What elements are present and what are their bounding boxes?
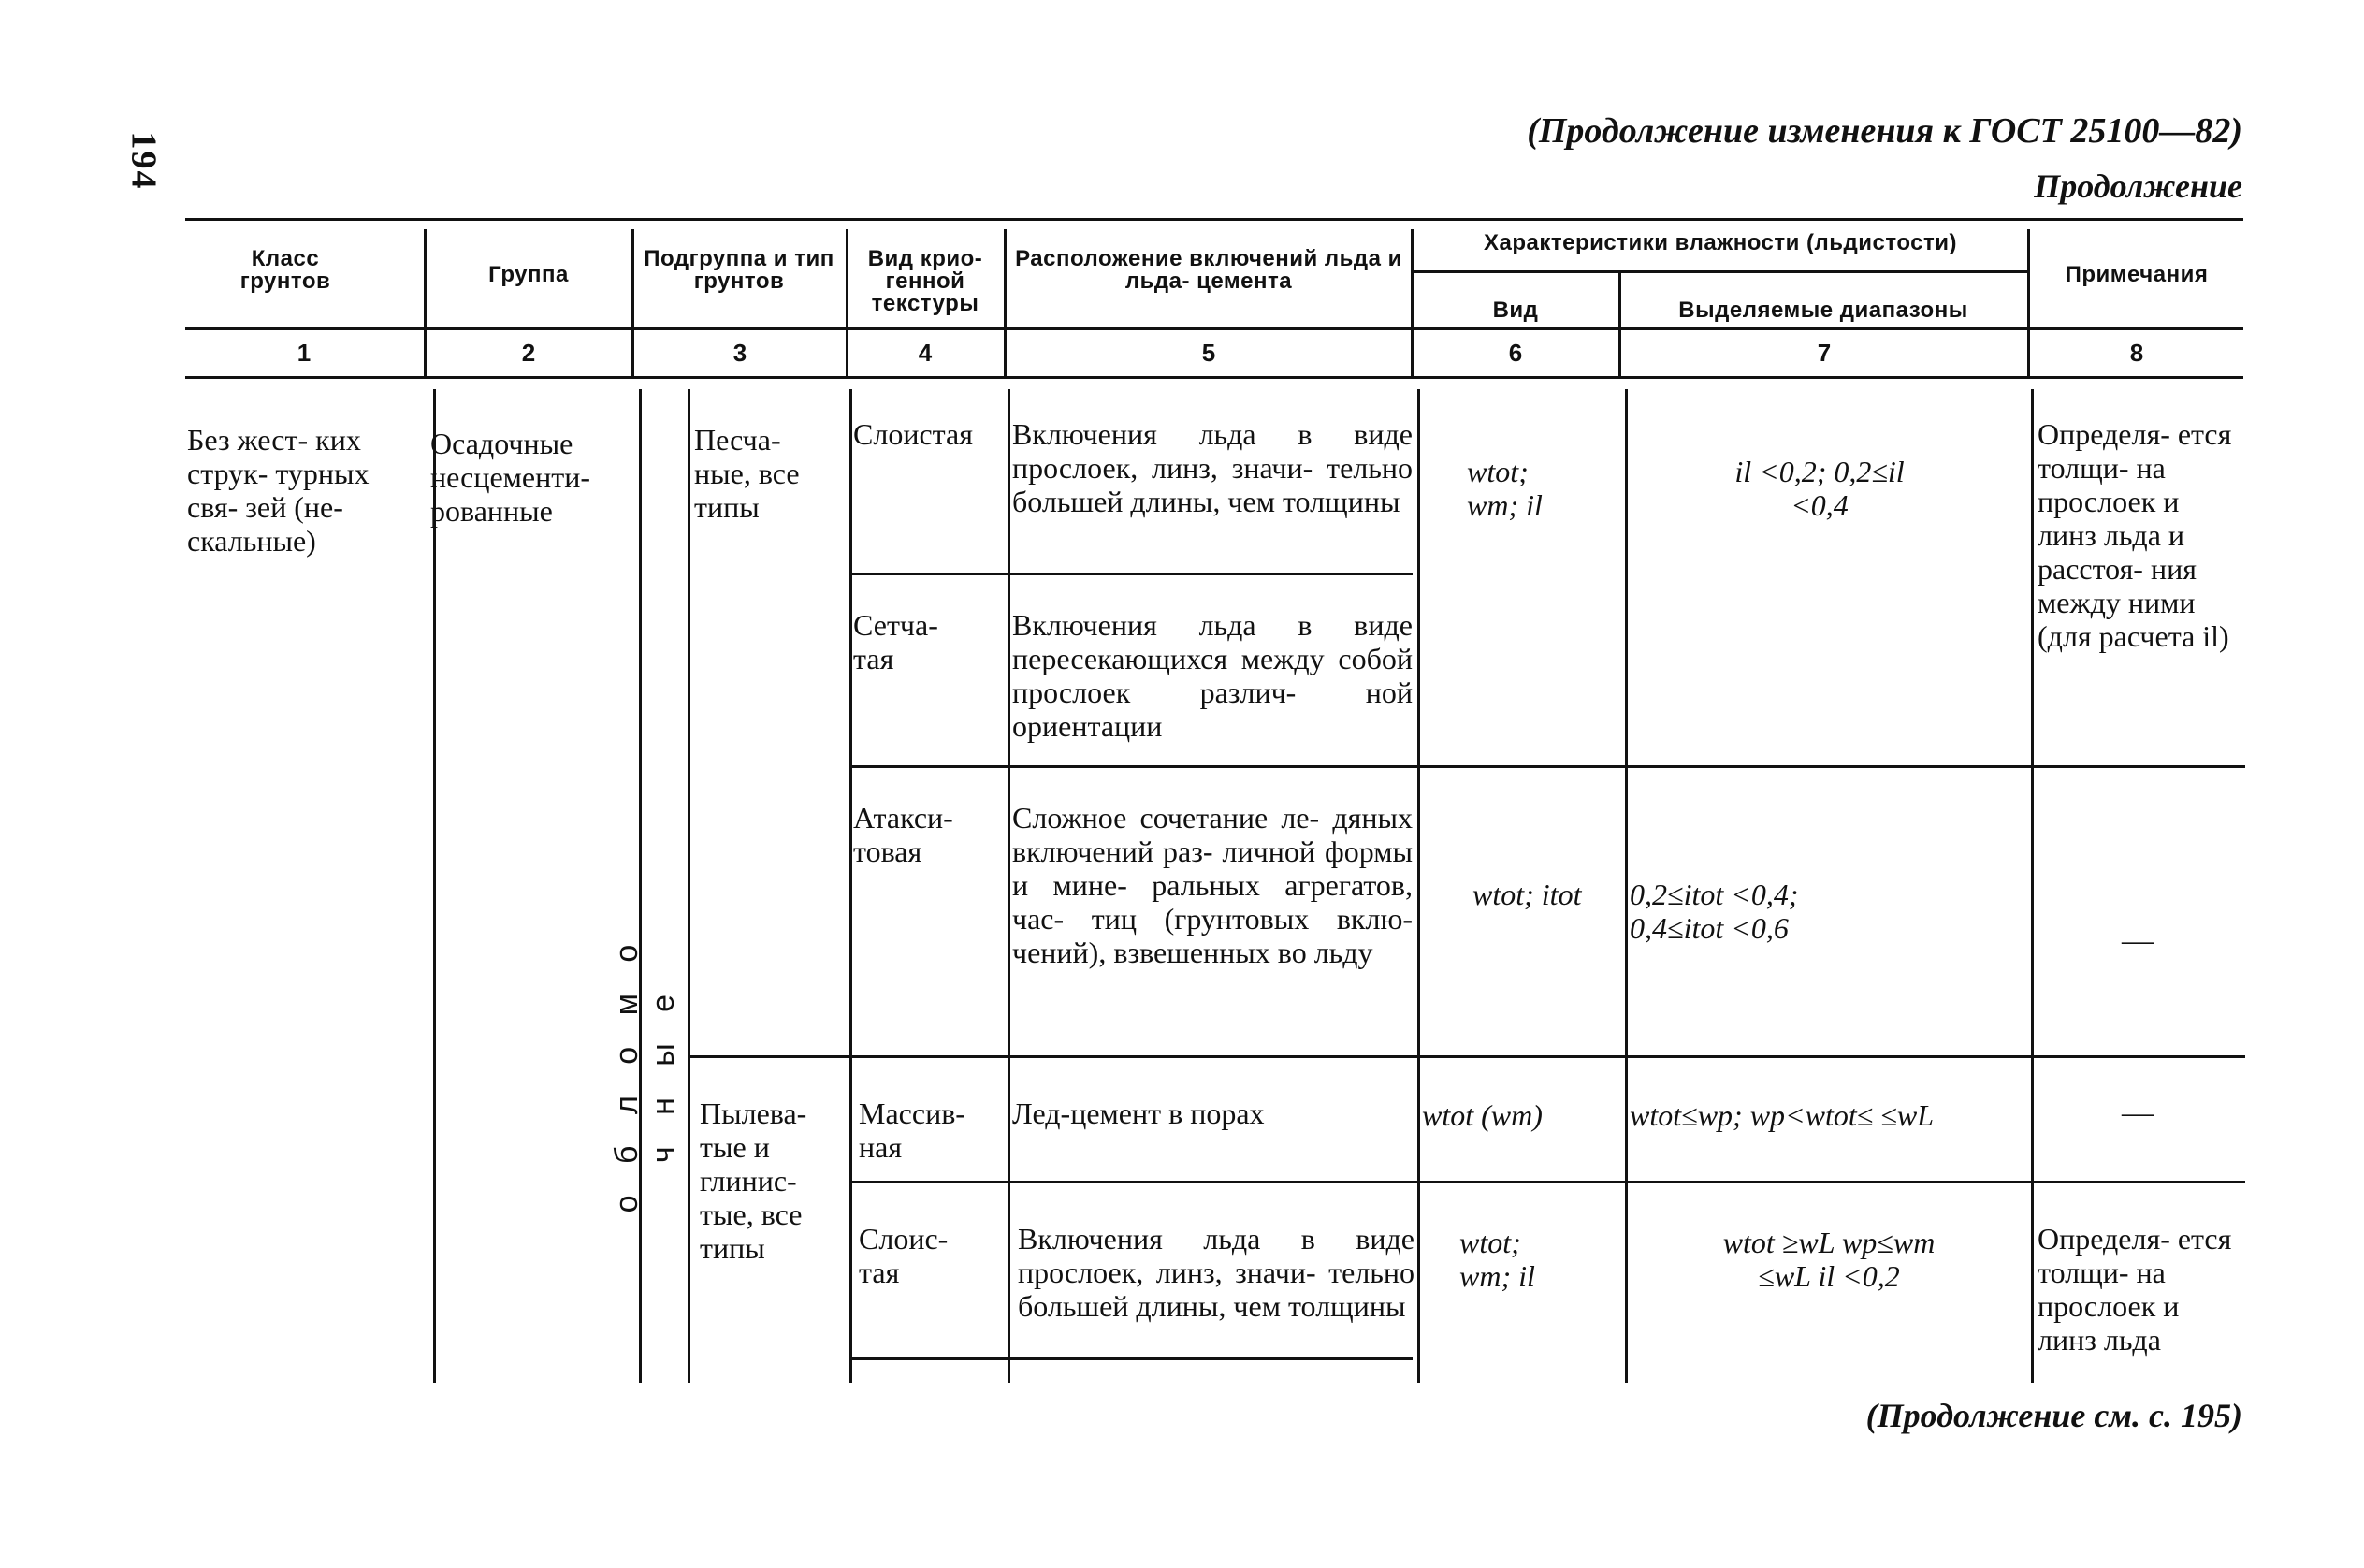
- arrangement-cell: Включения льда в виде прослоек, линз, значи- тельно большей длины, чем толщины: [1018, 1222, 1414, 1323]
- header-moisture: Характеристики влажности (льдистости): [1483, 230, 1958, 255]
- arrangement-cell: Лед-цемент в порах: [1012, 1096, 1265, 1130]
- note-cell: Определя- ется толщи- на прослоек и линз льда и расстоя- ния между ними (для расчета il): [2038, 417, 2232, 653]
- header-ranges: Выделяемые диапазоны: [1678, 298, 1968, 323]
- texture-cell: Массив- ная: [859, 1096, 965, 1164]
- body-divider: [688, 389, 690, 1383]
- row-divider: [689, 1055, 2245, 1058]
- moisture-range-cell: wtot≤wp; wp<wtot≤ ≤wL: [1630, 1098, 1935, 1132]
- arrangement-cell: Сложное сочетание ле- дяных включений раз- личной формы и мине- ральных агрегатов, час- тиц (грунтовых вклю- чений), взвешенных во льду: [1012, 801, 1413, 969]
- body-divider: [1417, 389, 1420, 1383]
- header-bottom-rule: [185, 327, 2243, 330]
- moisture-range-cell: 0,2≤itot <0,4; 0,4≤itot <0,6: [1630, 878, 1799, 945]
- table-top-rule: [185, 218, 2243, 221]
- moisture-range-cell: il <0,2; 0,2≤il <0,4: [1734, 455, 1905, 522]
- moisture-kind-cell: wtot; wm; il: [1459, 1226, 1535, 1293]
- numbers-bottom-rule: [185, 376, 2243, 379]
- column-number: 4: [918, 339, 933, 367]
- page-number: 194: [123, 131, 164, 191]
- group-cell: Осадочные несцементи- рованные: [430, 427, 590, 528]
- column-number: 7: [1817, 339, 1832, 367]
- column-number: 5: [1201, 339, 1216, 367]
- subgroup-label: о б л о м о ч н ы е: [609, 933, 681, 1213]
- moisture-range-cell: wtot ≥wL wp≤wm ≤wL il <0,2: [1722, 1226, 1936, 1293]
- header-subdivider: [1413, 270, 2028, 273]
- header-class: Класс грунтов: [239, 246, 331, 294]
- row-divider: [851, 573, 1413, 575]
- header-arrangement: Расположение включений льда и льда- цемента: [1015, 246, 1402, 294]
- body-divider: [1625, 389, 1628, 1383]
- arrangement-cell: Включения льда в виде прослоек, линз, значи- тельно большей длины, чем толщины: [1012, 417, 1413, 518]
- column-number: 3: [732, 339, 747, 367]
- body-divider: [433, 389, 436, 1383]
- document-footer: (Продолжение см. с. 195): [1865, 1397, 2242, 1434]
- arrangement-cell: Включения льда в виде пересекающихся между собой прослоек различ- ной ориентации: [1012, 608, 1413, 743]
- row-divider: [851, 1357, 1413, 1360]
- note-cell: —: [2122, 1096, 2154, 1130]
- column-number: 1: [297, 339, 312, 367]
- header-notes: Примечания: [2065, 262, 2209, 287]
- body-divider: [849, 389, 852, 1383]
- texture-cell: Сетча- тая: [853, 608, 938, 675]
- moisture-kind-cell: wtot; itot: [1472, 878, 1582, 911]
- row-divider: [851, 765, 2245, 768]
- moisture-kind-cell: wtot (wm): [1422, 1098, 1543, 1132]
- body-divider: [639, 389, 642, 1383]
- texture-cell: Атакси- товая: [853, 801, 953, 868]
- note-cell: Определя- ется толщи- на прослоек и линз льда: [2038, 1222, 2232, 1357]
- header-texture: Вид крио- генной текстуры: [867, 246, 983, 316]
- body-divider: [2031, 389, 2034, 1383]
- document-header: (Продолжение изменения к ГОСТ 25100—82): [1527, 111, 2242, 151]
- soil-class-cell: Без жест- ких струк- турных свя- зей (не- скальные): [187, 423, 370, 558]
- note-cell: —: [2122, 923, 2154, 958]
- header-kind: Вид: [1492, 298, 1539, 323]
- header-subgroup: Подгруппа и тип грунтов: [644, 246, 834, 294]
- column-number: 2: [521, 339, 536, 367]
- texture-cell: Слоис- тая: [859, 1222, 949, 1289]
- column-number: 6: [1508, 339, 1523, 367]
- moisture-kind-cell: wtot; wm; il: [1467, 455, 1543, 522]
- texture-cell: Слоистая: [853, 417, 973, 451]
- column-number: 8: [2129, 339, 2144, 367]
- continuation-label: Продолжение: [2034, 167, 2242, 205]
- type-sandy-cell: Песча- ные, все типы: [694, 423, 800, 524]
- type-silty-clay-cell: Пылева- тые и глинис- тые, все типы: [700, 1096, 807, 1265]
- row-divider: [851, 1181, 2245, 1183]
- body-divider: [1008, 389, 1010, 1383]
- header-group: Группа: [488, 262, 569, 287]
